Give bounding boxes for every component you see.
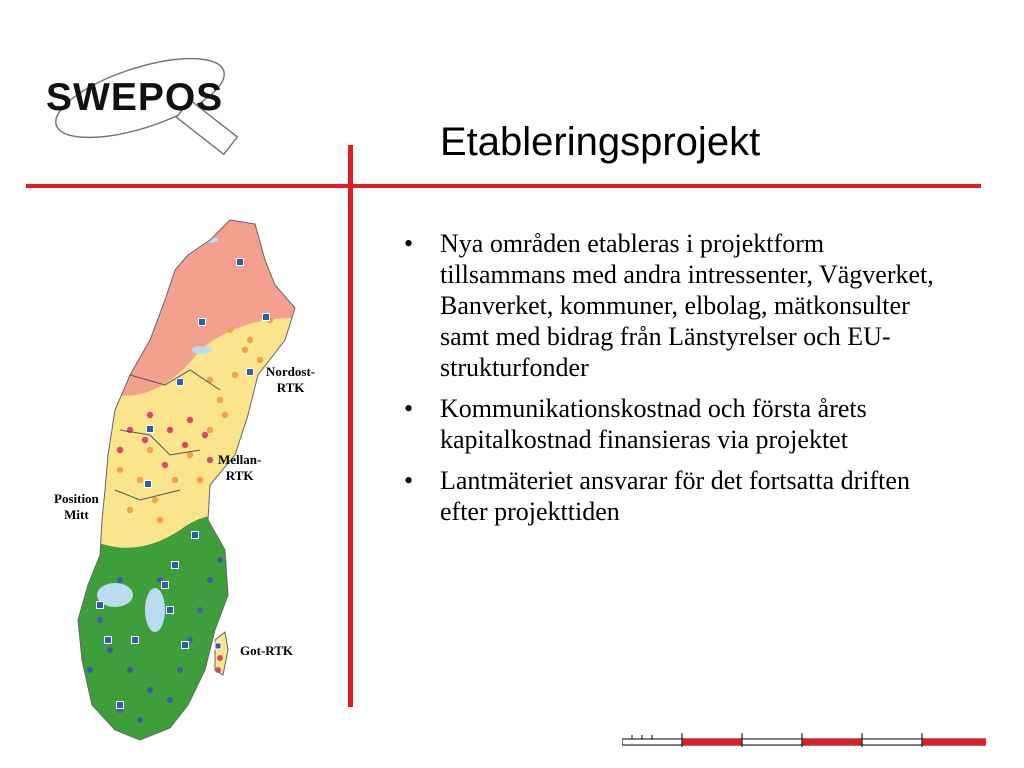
pink-dot — [207, 457, 213, 463]
label-line: Mellan- — [218, 452, 262, 467]
station-marker — [162, 582, 169, 589]
label-line: Mitt — [64, 507, 89, 522]
orange-dot — [227, 327, 233, 333]
pink-dot — [117, 447, 123, 453]
station-marker — [167, 607, 174, 614]
blue-dot — [87, 667, 93, 673]
lake — [192, 346, 212, 354]
orange-dot — [247, 337, 253, 343]
orange-dot — [232, 372, 238, 378]
label-line: Position — [54, 491, 99, 506]
station-marker — [215, 643, 221, 649]
orange-dot — [222, 412, 228, 418]
orange-dot — [187, 452, 193, 458]
orange-dot — [137, 477, 143, 483]
blue-dot — [207, 577, 213, 583]
orange-dot — [197, 477, 203, 483]
station-marker — [199, 319, 206, 326]
pink-dot — [187, 417, 193, 423]
bullet-text: Kommunikationskostnad och första årets kapitalkostnad finansieras via projektet — [440, 394, 867, 454]
blue-dot — [167, 697, 173, 703]
bullet-item — [396, 228, 956, 383]
blue-dot — [117, 577, 123, 583]
pink-dot — [167, 427, 173, 433]
station-marker — [182, 642, 189, 649]
station-marker — [247, 369, 254, 376]
south-region — [60, 515, 350, 745]
label-mellan — [218, 452, 261, 484]
label-line: Nordost- — [266, 364, 316, 379]
pink-dot — [142, 437, 148, 443]
pink-dot — [147, 412, 153, 418]
orange-dot — [217, 397, 223, 403]
blue-dot — [127, 667, 133, 673]
station-marker — [105, 637, 112, 644]
pink-dot — [162, 462, 168, 468]
page-title: Etableringsprojekt — [440, 120, 761, 164]
decorative-scale-bar — [622, 733, 986, 747]
pink-dot — [182, 442, 188, 448]
label-line: RTK — [225, 468, 254, 483]
bullet-marker: • — [404, 394, 414, 423]
orange-dot — [117, 467, 123, 473]
station-marker — [237, 259, 244, 266]
horizontal-divider — [26, 184, 981, 188]
orange-dot — [127, 507, 133, 513]
bullet-list — [396, 228, 956, 537]
logo-text: SWEPOS — [46, 76, 224, 119]
station-marker — [117, 702, 124, 709]
label-got-rtk: Got-RTK — [240, 643, 293, 658]
bullet-item — [396, 465, 956, 527]
station-marker — [145, 481, 152, 488]
station-marker — [132, 637, 139, 644]
sweden-map — [60, 200, 350, 745]
blue-dot — [217, 557, 223, 563]
label-nordost — [266, 364, 315, 396]
blue-dot — [97, 617, 103, 623]
orange-dot — [157, 517, 163, 523]
bullet-marker: • — [404, 466, 414, 495]
pink-dot — [217, 655, 223, 661]
orange-dot — [172, 477, 178, 483]
blue-dot — [107, 647, 113, 653]
station-marker — [172, 562, 179, 569]
orange-dot — [207, 427, 213, 433]
station-marker — [192, 532, 199, 539]
blue-dot — [177, 667, 183, 673]
blue-dot — [147, 687, 153, 693]
orange-dot — [242, 347, 248, 353]
orange-dot — [152, 497, 158, 503]
bullet-marker: • — [404, 229, 414, 258]
pink-dot — [215, 667, 221, 673]
bullet-text: Lantmäteriet ansvarar för det fortsatta driften efter projekttiden — [440, 466, 910, 526]
station-marker — [97, 602, 104, 609]
blue-dot — [197, 607, 203, 613]
bullet-item — [396, 393, 956, 455]
label-position-mitt — [54, 491, 99, 523]
blue-dot — [137, 717, 143, 723]
orange-dot — [257, 357, 263, 363]
station-marker — [147, 426, 154, 433]
orange-dot — [147, 447, 153, 453]
lake — [145, 588, 165, 632]
label-line: RTK — [276, 380, 305, 395]
pink-dot — [202, 432, 208, 438]
station-marker — [177, 379, 184, 386]
station-marker — [263, 314, 270, 321]
bullet-text: Nya områden etableras i projektform tillsammans med andra intressenter, Vägverket, Banverket, kommuner, elbolag, mätkonsulter samt med bidrag från Länstyrelser och EU-strukturfonder — [440, 229, 934, 382]
